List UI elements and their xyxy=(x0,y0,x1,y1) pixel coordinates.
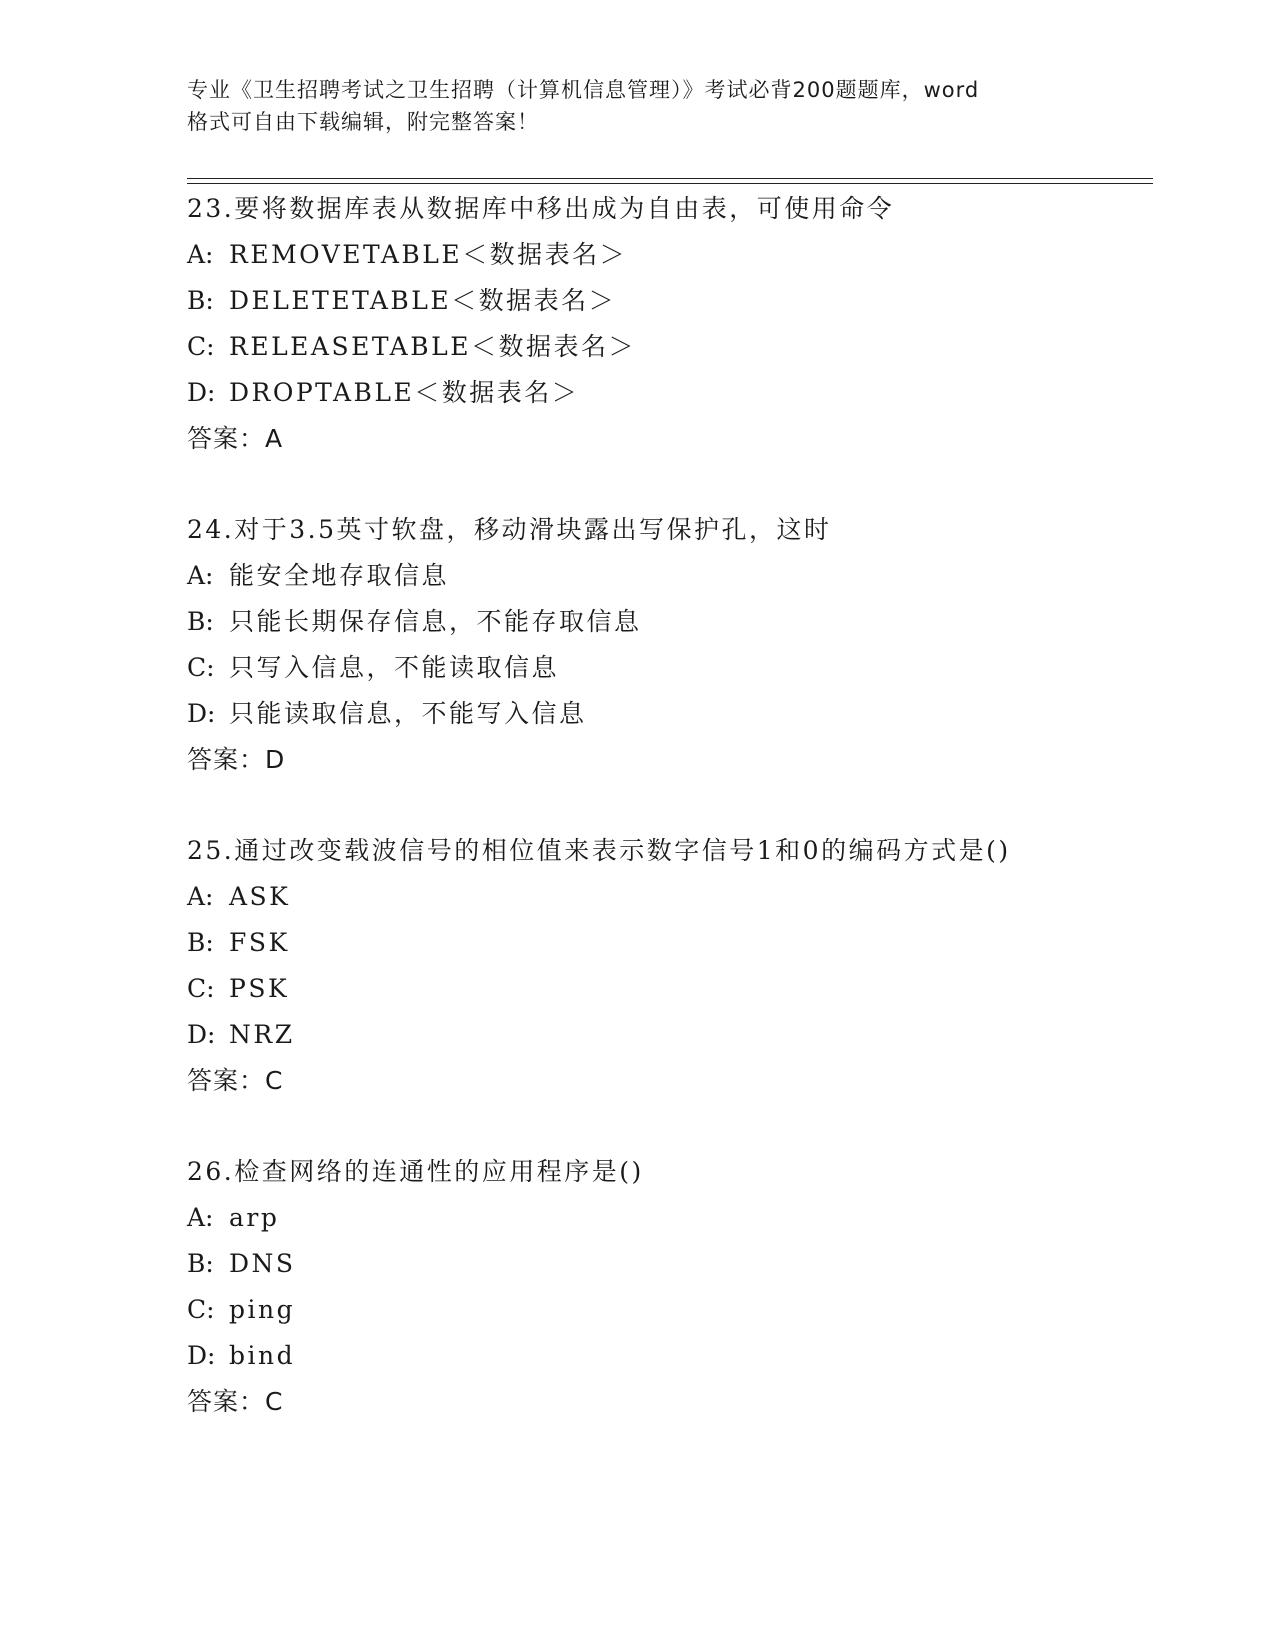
option-text: REMOVETABLE＜数据表名＞ xyxy=(229,240,628,269)
option-letter: C: xyxy=(187,974,215,1003)
question-block xyxy=(187,828,1147,1104)
option-letter: C: xyxy=(187,653,215,682)
option-letter: B: xyxy=(187,928,214,957)
option-a xyxy=(187,553,1147,599)
option-text: 能安全地存取信息 xyxy=(229,561,450,590)
question-text: 25.通过改变载波信号的相位值来表示数字信号1和0的编码方式是() xyxy=(187,836,1011,865)
question-text: 23.要将数据库表从数据库中移出成为自由表，可使用命令 xyxy=(187,194,895,223)
option-b xyxy=(187,1241,1147,1287)
question-text: 26.检查网络的连通性的应用程序是() xyxy=(187,1157,644,1186)
option-letter: D: xyxy=(187,378,216,407)
option-b xyxy=(187,278,1147,324)
option-c xyxy=(187,324,1147,370)
header-line-2: 格式可自由下载编辑，附完整答案！ xyxy=(187,110,539,134)
option-letter: A: xyxy=(187,882,214,911)
option-d xyxy=(187,1012,1147,1058)
question-block xyxy=(187,507,1147,783)
option-a xyxy=(187,874,1147,920)
option-letter: C: xyxy=(187,332,215,361)
answer-text: 答案：C xyxy=(187,1387,284,1416)
option-text: DROPTABLE＜数据表名＞ xyxy=(229,378,580,407)
option-text: PSK xyxy=(229,974,290,1003)
header-divider-top xyxy=(187,178,1153,179)
option-letter: B: xyxy=(187,1249,214,1278)
option-letter: A: xyxy=(187,1203,214,1232)
question-block xyxy=(187,186,1147,462)
option-text: 只能读取信息，不能写入信息 xyxy=(229,699,587,728)
answer-text: 答案：D xyxy=(187,745,286,774)
option-d xyxy=(187,691,1147,737)
option-c xyxy=(187,645,1147,691)
question-text: 24.对于3.5英寸软盘，移动滑块露出写保护孔，这时 xyxy=(187,515,832,544)
document-header xyxy=(187,74,1087,138)
option-text: FSK xyxy=(229,928,290,957)
option-a xyxy=(187,232,1147,278)
option-letter: A: xyxy=(187,561,214,590)
option-text: bind xyxy=(229,1341,296,1370)
option-a xyxy=(187,1195,1147,1241)
option-letter: B: xyxy=(187,286,214,315)
option-text: arp xyxy=(229,1203,280,1232)
option-text: DELETETABLE＜数据表名＞ xyxy=(229,286,617,315)
option-b xyxy=(187,920,1147,966)
option-text: 只能长期保存信息，不能存取信息 xyxy=(229,607,642,636)
option-letter: C: xyxy=(187,1295,215,1324)
option-text: ping xyxy=(229,1295,296,1324)
option-text: NRZ xyxy=(229,1020,295,1049)
question-block xyxy=(187,1149,1147,1425)
answer-text: 答案：C xyxy=(187,1066,284,1095)
option-text: ASK xyxy=(229,882,291,911)
header-divider-bottom xyxy=(187,183,1153,184)
option-c xyxy=(187,966,1147,1012)
option-letter: A: xyxy=(187,240,214,269)
option-letter: D: xyxy=(187,1341,216,1370)
option-d xyxy=(187,1333,1147,1379)
option-letter: B: xyxy=(187,607,214,636)
option-letter: D: xyxy=(187,1020,216,1049)
option-b xyxy=(187,599,1147,645)
answer-text: 答案：A xyxy=(187,424,284,453)
option-text: 只写入信息，不能读取信息 xyxy=(229,653,560,682)
option-text: DNS xyxy=(229,1249,296,1278)
header-line-1: 专业《卫生招聘考试之卫生招聘（计算机信息管理）》考试必背200题题库，word xyxy=(187,78,980,102)
option-text: RELEASETABLE＜数据表名＞ xyxy=(229,332,636,361)
option-letter: D: xyxy=(187,699,216,728)
option-c xyxy=(187,1287,1147,1333)
option-d xyxy=(187,370,1147,416)
